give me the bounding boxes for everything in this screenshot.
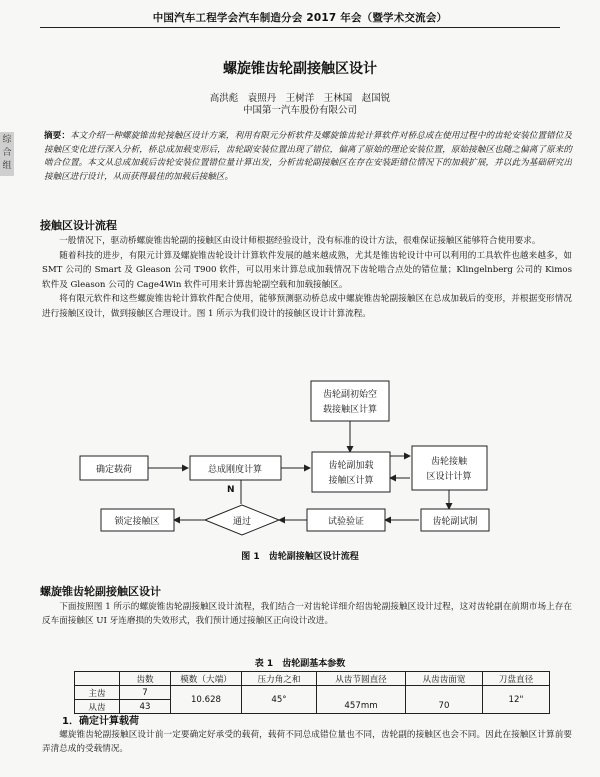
node-initial — [311, 381, 389, 421]
node-load-label: 确定载荷 — [95, 465, 133, 475]
table-cell: 43 — [120, 700, 171, 714]
node-final-label: 锁定接触区 — [114, 517, 160, 527]
figure-caption: 图 1 齿轮副接触区设计流程 — [241, 552, 359, 562]
table-header-cell — [75, 672, 120, 686]
paper-authors: 高洪彪 袁照丹 王树洋 王林国 赵国锐 — [209, 93, 391, 104]
table-cell: 12" — [483, 686, 550, 714]
table-cell: 7 — [120, 686, 171, 700]
table-cell: 10.628 — [171, 686, 242, 714]
table-cell: 从齿 — [75, 700, 120, 714]
section2-paragraph-1: 下面按照图 1 所示的螺旋锥齿轮副接触区设计流程，我们结合一对齿轮详细介绍齿轮副接触区设计过程，这对齿轮副在前期市场上存在反车面接触区 UI 牙连磨损的失效形式，我们预计通过接触区正向设计改进。 — [42, 602, 572, 626]
node-stiffness-label: 总成刚度计算 — [207, 465, 263, 475]
section1-paragraph-1: 一般情况下，驱动桥螺旋锥齿轮副的接触区由设计师根据经验设计，没有标准的设计方法，很难保证接触区能够符合使用要求。 — [59, 236, 541, 246]
node-verify-label: 试验验证 — [327, 517, 365, 527]
node-design-line1: 齿轮接触 — [430, 457, 468, 467]
table-cell: 45° — [242, 686, 317, 714]
node-loaded-line2: 接触区计算 — [328, 476, 374, 486]
table-header-cell: 从齿节圆直径 — [317, 672, 406, 686]
node-initial-line2: 载接触区计算 — [322, 405, 378, 415]
table-caption: 表 1 齿轮副基本参数 — [254, 659, 346, 669]
abstract-text: 本文介绍一种螺旋锥齿轮接触区设计方案，利用有限元分析软件及螺旋锥齿轮计算软件对桥总成在使用过程中的齿轮安装位置错位及接触区变化进行深入分析，桥总成加载变形后，齿轮副安装位置出现了错位，偏离了原始的理论安装位置，原始接触区也随之偏离了原来的啮合位置。本文从总成加载后齿轮安装位置错位量计算出发，分析齿轮副接触区在存在安装距错位情况下的加载扩展，并以此为基础研究出接触区进行设计，从而获得最佳的加载后接触区。 — [44, 131, 572, 182]
node-design-line2: 区设计计算 — [426, 472, 472, 482]
table-header-cell: 从齿齿面宽 — [406, 672, 483, 686]
table-header-cell: 模数（大端） — [171, 672, 242, 686]
paper-title: 螺旋锥齿轮副接触区设计 — [223, 61, 377, 77]
node-pass-label: 通过 — [232, 517, 252, 527]
abstract-label: 摘要： — [44, 131, 70, 141]
subsection-heading-1: 1．确定计算载荷 — [62, 716, 139, 727]
table-cell — [406, 686, 483, 700]
table-header-cell: 齿数 — [120, 672, 171, 686]
side-tab: 综合组 — [0, 132, 14, 176]
section1-paragraph-3: 将有限元软件和这些螺旋锥齿轮计算软件配合使用，能够预测驱动桥总成中螺旋锥齿轮副接触区在总成加载后的变形，并根据变形情况进行接触区设计，做到接触区合理设计。图 1 所示为我们设计的接触区设计计算流程。 — [42, 294, 572, 319]
table-header-cell: 压力角之和 — [242, 672, 317, 686]
table-cell: 主齿 — [75, 686, 120, 700]
node-loaded-line1: 齿轮副加载 — [328, 461, 374, 471]
node-trial — [421, 509, 489, 531]
node-pass — [205, 505, 279, 535]
table-cell: 457mm — [317, 700, 406, 714]
table-cell — [317, 686, 406, 700]
node-initial-line1: 齿轮副初始空 — [322, 390, 378, 400]
table-cell: 70 — [406, 700, 483, 714]
conference-header: 中国汽车工程学会汽车制造分会 2017 年会（暨学术交流会） — [152, 12, 448, 24]
section-heading-1: 接触区设计流程 — [40, 219, 117, 232]
table-header-row — [75, 672, 550, 686]
paper-organization: 中国第一汽车股份有限公司 — [242, 105, 357, 116]
node-load — [80, 456, 148, 480]
node-design — [412, 446, 487, 490]
node-trial-label: 齿轮副试制 — [432, 517, 478, 527]
table-header-cell: 刀盘直径 — [483, 672, 550, 686]
node-stiffness — [190, 456, 281, 480]
section1-paragraph-2: 随着科技的进步，有限元计算及螺旋锥齿轮设计计算软件发展的越来越成熟，尤其是锥齿轮设计中可以利用的工具软件也越来越多，如 SMT 公司的 Smart 及 Gleason 公司 T900 软件，可以用来计算总成加载情况下齿轮啮合点处的错位量；Klingelnberg 公司的 Kimos 软件及 Gleason 公司的 Cage4Win 软件可用来计算齿轮副空载和加载接触区。 — [42, 250, 572, 290]
parameter-table — [74, 671, 550, 714]
table-row — [75, 686, 550, 700]
node-loaded — [312, 452, 390, 492]
node-final — [101, 509, 174, 531]
node-verify — [307, 509, 385, 531]
section-heading-2: 螺旋锥齿轮副接触区设计 — [40, 585, 161, 598]
subsection1-paragraph-1: 螺旋锥齿轮副接触区设计前一定要确定好承受的载荷，载荷不同总成错位量也不同，齿轮副的接触区也会不同。因此在接触区计算前要弄清总成的受载情况。 — [42, 730, 572, 754]
branch-no-label: N — [227, 485, 235, 495]
